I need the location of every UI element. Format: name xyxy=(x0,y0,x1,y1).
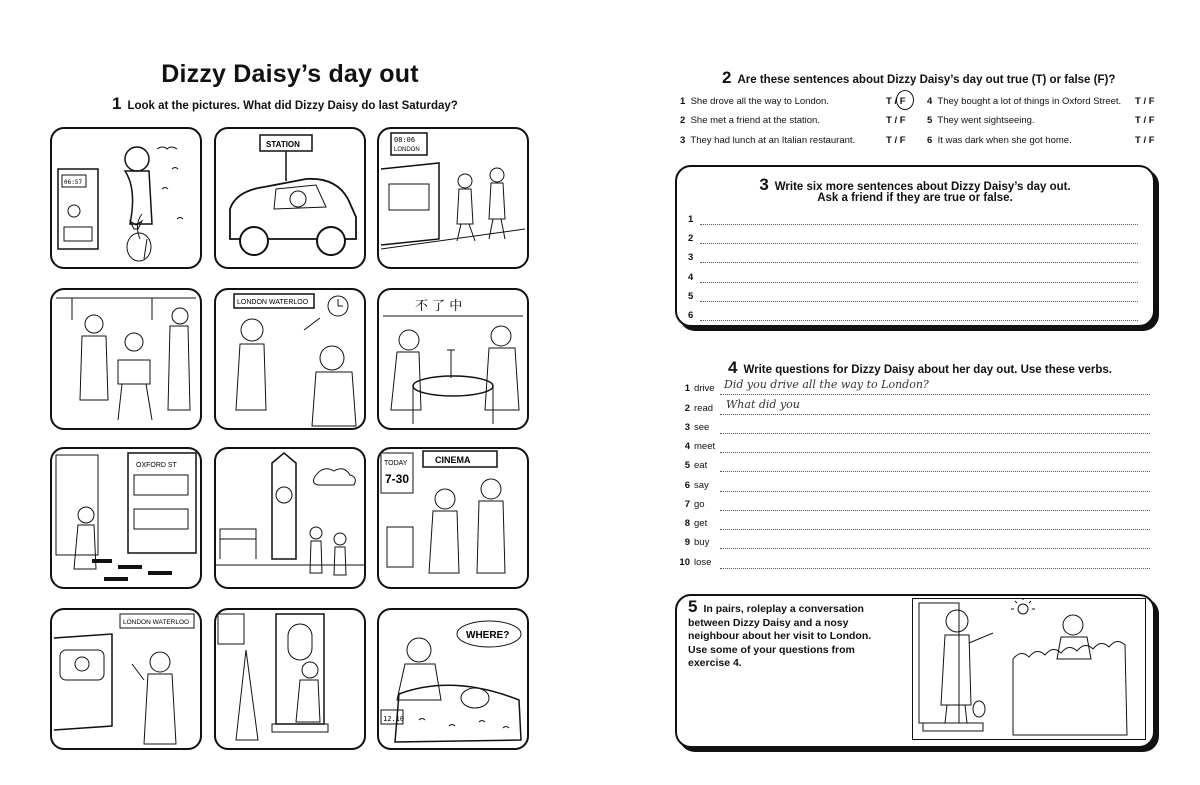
ex3-line-number: 5 xyxy=(688,291,694,302)
kitchen-scene-illustration xyxy=(52,129,200,267)
ex4-write-line-2[interactable] xyxy=(720,413,1150,415)
picture-panel-6-restaurant xyxy=(377,288,529,430)
waterloo-sign-2-text: LONDON WATERLOO xyxy=(123,619,190,626)
picture-panel-1-waking-up xyxy=(50,127,202,269)
tf-item-2 xyxy=(680,115,820,126)
cinema-sign-text: CINEMA xyxy=(435,455,471,465)
tf-choice-4[interactable]: T / F xyxy=(1135,96,1155,107)
verb-row-6 xyxy=(676,480,709,491)
exercise5-text xyxy=(688,597,908,671)
restaurant-illustration xyxy=(379,290,527,428)
ex3-write-line-6[interactable] xyxy=(700,319,1138,321)
ex4-write-line-4[interactable] xyxy=(720,451,1150,453)
ex3-write-line-1[interactable] xyxy=(700,223,1138,225)
ex3-line-number: 3 xyxy=(688,252,694,263)
verb-number: 6 xyxy=(684,480,690,491)
train-passengers-illustration xyxy=(52,290,200,428)
ex3-write-line-4[interactable] xyxy=(700,281,1138,283)
exercise4-number: 4 xyxy=(728,358,738,377)
neighbour-conversation-illustration xyxy=(913,599,1145,739)
clock-text: 06:57 xyxy=(64,179,83,186)
tf-item-text: She met a friend at the station. xyxy=(690,115,820,126)
verb-label: see xyxy=(694,422,710,433)
picture-panel-9-cinema xyxy=(377,447,529,589)
waterloo-meeting-illustration xyxy=(216,290,364,428)
tf-item-text: She drove all the way to London. xyxy=(690,96,829,107)
tf-item-text: They went sightseeing. xyxy=(937,115,1035,126)
picture-panel-7-oxford-street xyxy=(50,447,202,589)
ex4-write-line-9[interactable] xyxy=(720,547,1150,549)
verb-row-9 xyxy=(676,537,709,548)
exercise1-heading xyxy=(112,94,458,114)
picture-panel-3-train xyxy=(377,127,529,269)
tf-item-1 xyxy=(680,96,829,107)
ex3-line-number: 6 xyxy=(688,310,694,321)
verb-label: say xyxy=(694,480,709,491)
chinese-sign-text: 不 了 中 xyxy=(415,299,463,314)
verb-number: 1 xyxy=(684,383,690,394)
exercise2-heading xyxy=(722,68,1115,88)
verb-row-2 xyxy=(676,403,713,414)
tf-item-number: 5 xyxy=(927,115,933,126)
night-clock-text: 12.10 xyxy=(383,715,405,723)
station-sign-text: STATION xyxy=(266,140,300,149)
tf-item-number: 1 xyxy=(680,96,686,107)
cinema-today-text: TODAY xyxy=(384,460,408,467)
tf-choice-6[interactable]: T / F xyxy=(1135,135,1155,146)
ex4-write-line-3[interactable] xyxy=(720,432,1150,434)
tf-choice-2[interactable]: T / F xyxy=(886,115,906,126)
exercise5-line: exercise 4. xyxy=(688,657,742,669)
picture-panel-2-driving xyxy=(214,127,366,269)
ex4-write-line-5[interactable] xyxy=(720,470,1150,472)
tf-item-5 xyxy=(927,115,1035,126)
bus-route-text: OXFORD ST xyxy=(136,462,177,469)
verb-number: 4 xyxy=(684,441,690,452)
picture-panel-11-home xyxy=(214,608,366,750)
ex4-write-line-7[interactable] xyxy=(720,509,1150,511)
verb-label: lose xyxy=(694,557,712,568)
front-door-illustration xyxy=(216,610,364,748)
exercise1-number: 1 xyxy=(112,94,122,113)
tf-item-3 xyxy=(680,135,855,146)
exercise3-instruction-1: Write six more sentences about Dizzy Daisy’s day out. xyxy=(774,181,1071,193)
verb-number: 10 xyxy=(679,557,690,568)
circled-answer-f xyxy=(896,90,914,110)
train-window-goodbye-illustration xyxy=(52,610,200,748)
verb-label: read xyxy=(694,403,714,414)
exercise5-line: In pairs, roleplay a conversation xyxy=(703,603,864,615)
handwritten-answer-1: Did you drive all the way to London? xyxy=(724,378,929,391)
verb-row-1 xyxy=(676,383,715,394)
verb-row-4 xyxy=(676,441,715,452)
ex3-line-number: 4 xyxy=(688,272,694,283)
departure-dest-text: LONDON xyxy=(394,147,420,153)
verb-number: 2 xyxy=(684,403,690,414)
tf-item-text: It was dark when she got home. xyxy=(937,135,1072,146)
verb-number: 7 xyxy=(684,499,690,510)
ex3-write-line-3[interactable] xyxy=(700,261,1138,263)
bed-where-illustration xyxy=(379,610,527,748)
tf-choice-3[interactable]: T / F xyxy=(886,135,906,146)
car-scene-illustration xyxy=(216,129,364,267)
train-scene-illustration xyxy=(379,129,527,267)
ex3-line-number: 1 xyxy=(688,214,694,225)
verb-label: go xyxy=(694,499,705,510)
cinema-illustration xyxy=(379,449,527,587)
waterloo-sign-text: LONDON WATERLOO xyxy=(237,299,309,306)
exercise5-line: neighbour about her visit to London. xyxy=(688,630,872,642)
picture-panel-4-on-train xyxy=(50,288,202,430)
exercise4-instruction: Write questions for Dizzy Daisy about her day out. Use these verbs. xyxy=(743,364,1112,376)
tf-choice-5[interactable]: T / F xyxy=(1135,115,1155,126)
ex3-write-line-5[interactable] xyxy=(700,300,1138,302)
ex4-write-line-6[interactable] xyxy=(720,490,1150,492)
handwritten-answer-2: What did you xyxy=(726,398,800,411)
picture-panel-10-waving-goodbye xyxy=(50,608,202,750)
verb-label: get xyxy=(694,518,708,529)
ex4-write-line-8[interactable] xyxy=(720,528,1150,530)
verb-number: 5 xyxy=(684,460,690,471)
ex3-line-number: 2 xyxy=(688,233,694,244)
exercise3-instruction-2: Ask a friend if they are true or false. xyxy=(817,192,1013,204)
verb-number: 3 xyxy=(684,422,690,433)
picture-panel-5-meeting-friend xyxy=(214,288,366,430)
verb-row-10 xyxy=(676,557,711,568)
tf-item-6 xyxy=(927,135,1072,146)
exercise2-number: 2 xyxy=(722,68,732,87)
exercise3-number: 3 xyxy=(759,175,769,194)
exercise5-picture xyxy=(912,598,1146,740)
verb-row-3 xyxy=(676,422,709,433)
tf-item-number: 4 xyxy=(927,96,933,107)
where-bubble-text: WHERE? xyxy=(466,630,510,641)
tf-choice-1[interactable]: T / F xyxy=(886,96,906,107)
cinema-time-text: 7-30 xyxy=(385,472,410,486)
tf-item-number: 3 xyxy=(680,135,686,146)
verb-label: drive xyxy=(694,383,715,394)
departure-time-text: 08:06 xyxy=(394,136,416,144)
tf-item-text: They bought a lot of things in Oxford Street. xyxy=(937,96,1122,107)
big-ben-illustration xyxy=(216,449,364,587)
exercise5-number: 5 xyxy=(688,597,698,616)
exercise5-line: between Dizzy Daisy and a nosy xyxy=(688,616,849,629)
tf-item-4 xyxy=(927,96,1121,107)
tf-item-number: 2 xyxy=(680,115,686,126)
verb-row-5 xyxy=(676,460,707,471)
verb-label: meet xyxy=(694,441,716,452)
picture-panel-8-sightseeing xyxy=(214,447,366,589)
exercise4-heading xyxy=(728,358,1112,378)
ex4-write-line-10[interactable] xyxy=(720,567,1150,569)
page-title: Dizzy Daisy’s day out xyxy=(161,60,419,88)
picture-panel-12-bed xyxy=(377,608,529,750)
verb-number: 9 xyxy=(684,537,690,548)
tf-item-number: 6 xyxy=(927,135,933,146)
exercise5-line: Use some of your questions from xyxy=(688,643,855,656)
oxford-street-illustration xyxy=(52,449,200,587)
ex4-write-line-1[interactable] xyxy=(720,393,1150,395)
exercise1-instruction: Look at the pictures. What did Dizzy Daisy do last Saturday? xyxy=(127,100,458,112)
verb-row-7 xyxy=(676,499,705,510)
ex3-write-line-2[interactable] xyxy=(700,242,1138,244)
verb-label: buy xyxy=(694,537,710,548)
verb-row-8 xyxy=(676,518,707,529)
exercise2-instruction: Are these sentences about Dizzy Daisy’s day out true (T) or false (F)? xyxy=(737,74,1116,86)
verb-label: eat xyxy=(694,460,708,471)
tf-item-text: They had lunch at an Italian restaurant. xyxy=(690,135,856,146)
verb-number: 8 xyxy=(684,518,690,529)
